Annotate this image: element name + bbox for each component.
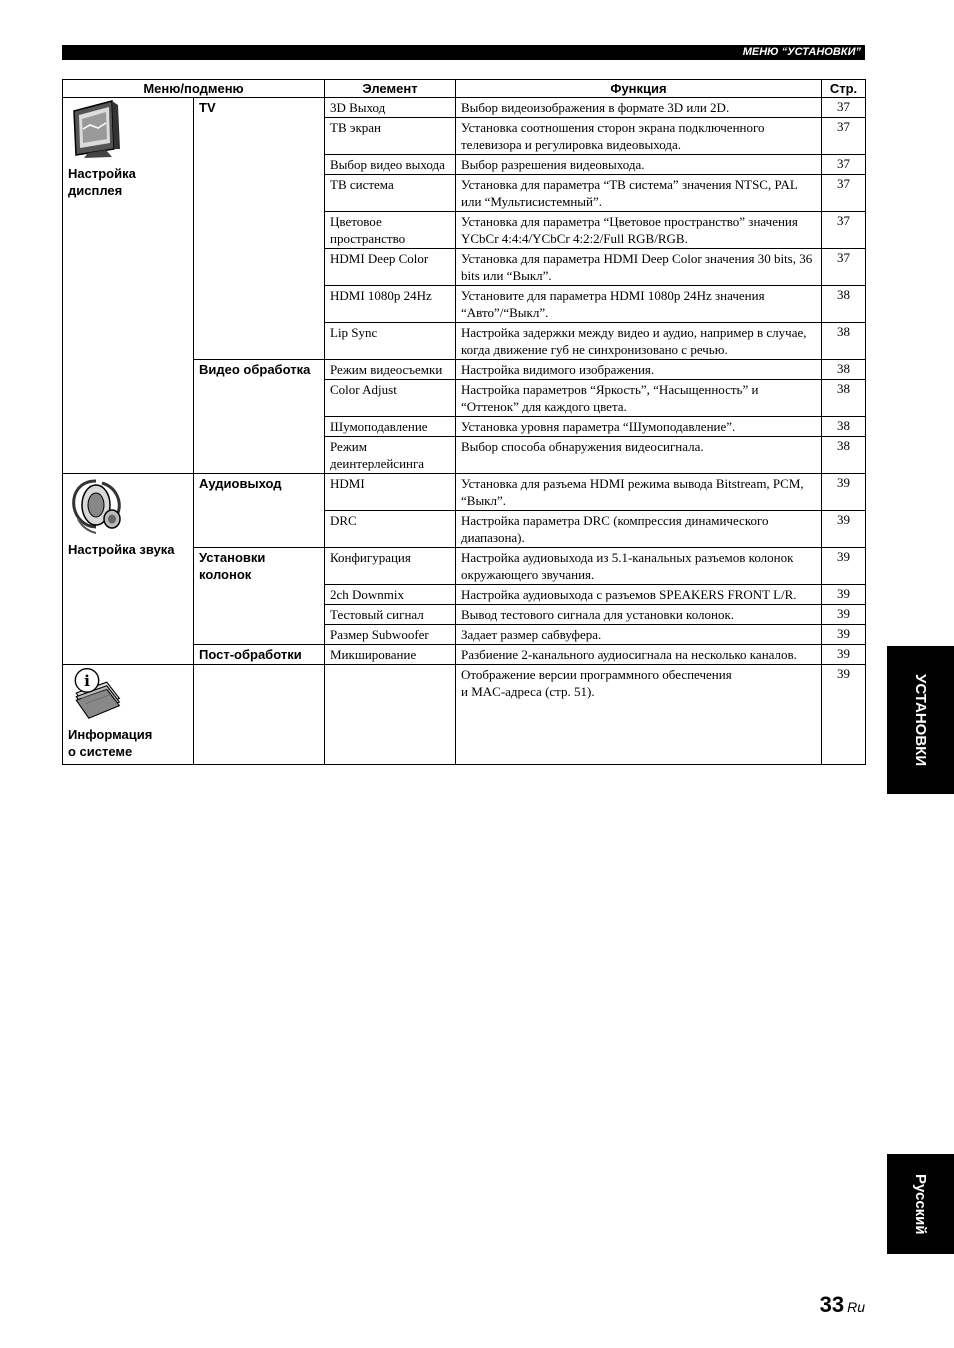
side-tab-setup: [887, 646, 954, 794]
function-cell: Выбор видеоизображения в формате 3D или 2D.: [456, 98, 822, 118]
menu-label-audio: Настройка звука: [68, 542, 175, 557]
side-tab-language-label: Русский: [912, 1173, 929, 1235]
column-header-menu: Меню/подменю: [63, 80, 325, 98]
element-cell: HDMI 1080p 24Hz: [325, 286, 456, 323]
submenu-audio-output: Аудиовыход: [194, 474, 325, 548]
function-info-line1: Отображение версии программного обеспечения: [461, 667, 732, 682]
page-cell: 39: [822, 511, 866, 548]
page-cell: 39: [822, 585, 866, 605]
page-cell: 37: [822, 175, 866, 212]
element-cell: Цветовое пространство: [325, 212, 456, 249]
function-cell: Настройка параметров “Яркость”, “Насыщенность” и “Оттенок” для каждого цвета.: [456, 380, 822, 417]
page-cell: 38: [822, 323, 866, 360]
function-cell: Установка уровня параметра “Шумоподавление”.: [456, 417, 822, 437]
page-cell: 39: [822, 548, 866, 585]
function-cell: Установка соотношения сторон экрана подключенного телевизора и регулировка видеовыхода.: [456, 118, 822, 155]
menu-display-settings: [63, 98, 194, 474]
element-cell: Режим деинтерлейсинга: [325, 437, 456, 474]
function-cell: Установите для параметра HDMI 1080p 24Hz значения “Авто”/“Выкл”.: [456, 286, 822, 323]
function-cell: Установка для разъема HDMI режима вывода Bitstream, PCM, “Выкл”.: [456, 474, 822, 511]
table-row: [63, 665, 866, 765]
function-cell: Задает размер сабвуфера.: [456, 625, 822, 645]
element-cell: Режим видеосъемки: [325, 360, 456, 380]
page-number: [820, 1292, 865, 1318]
page-cell: 37: [822, 118, 866, 155]
function-cell: Выбор способа обнаружения видеосигнала.: [456, 437, 822, 474]
element-cell: Конфигурация: [325, 548, 456, 585]
section-header-bar: [62, 45, 865, 60]
monitor-icon: [68, 99, 124, 159]
svg-text:i: i: [84, 671, 90, 690]
page-cell: 39: [822, 665, 866, 765]
function-cell: Разбиение 2-канального аудиосигнала на несколько каналов.: [456, 645, 822, 665]
element-cell: 2ch Downmix: [325, 585, 456, 605]
submenu-video-processing: Видео обработка: [194, 360, 325, 474]
section-header-title: МЕНЮ “УСТАНОВКИ”: [742, 46, 861, 58]
function-cell: Настройка параметра DRC (компрессия динамического диапазона).: [456, 511, 822, 548]
menu-system-info: [63, 665, 194, 765]
page-cell: 37: [822, 98, 866, 118]
page-cell: 38: [822, 380, 866, 417]
column-header-page: Стр.: [822, 80, 866, 98]
submenu-tv: TV: [194, 98, 325, 360]
submenu-empty: [194, 665, 325, 765]
element-cell: Color Adjust: [325, 380, 456, 417]
element-cell: Размер Subwoofer: [325, 625, 456, 645]
page-cell: 38: [822, 360, 866, 380]
element-cell: ТВ экран: [325, 118, 456, 155]
page-cell: 39: [822, 474, 866, 511]
table-row: [63, 98, 866, 118]
column-header-element: Элемент: [325, 80, 456, 98]
page-cell: 38: [822, 417, 866, 437]
element-cell: Lip Sync: [325, 323, 456, 360]
element-cell: Микширование: [325, 645, 456, 665]
menu-label-display-line2: дисплея: [68, 183, 123, 198]
page-cell: 38: [822, 286, 866, 323]
function-cell: Настройка задержки между видео и аудио, например в случае, когда движение губ не синхронизовано с речью.: [456, 323, 822, 360]
setup-menu-table: [62, 79, 866, 765]
function-cell-info: [456, 665, 822, 765]
side-tab-language: [887, 1154, 954, 1254]
function-cell: Установка для параметра “Цветовое пространство” значения YCbCr 4:4:4/YCbCr 4:2:2/Full RGB/RGB.: [456, 212, 822, 249]
info-icon: [68, 666, 124, 720]
page-cell: 37: [822, 212, 866, 249]
column-header-function: Функция: [456, 80, 822, 98]
element-cell: HDMI Deep Color: [325, 249, 456, 286]
element-empty: [325, 665, 456, 765]
element-cell: Тестовый сигнал: [325, 605, 456, 625]
function-cell: Настройка видимого изображения.: [456, 360, 822, 380]
side-tab-setup-label: УСТАНОВКИ: [912, 673, 929, 767]
function-cell: Установка для параметра HDMI Deep Color значения 30 bits, 36 bits или “Выкл”.: [456, 249, 822, 286]
function-cell: Выбор разрешения видеовыхода.: [456, 155, 822, 175]
menu-audio-settings: [63, 474, 194, 665]
function-cell: Установка для параметра “ТВ система” значения NTSC, PAL или “Мультисистемный”.: [456, 175, 822, 212]
element-cell: Шумоподавление: [325, 417, 456, 437]
element-cell: Выбор видео выхода: [325, 155, 456, 175]
page-language-code: Ru: [847, 1299, 865, 1315]
menu-label-info-line2: о системе: [68, 744, 133, 759]
function-info-line2: и MAC-адреса (стр. 51).: [461, 684, 595, 699]
page-cell: 39: [822, 625, 866, 645]
page-cell: 37: [822, 155, 866, 175]
page-cell: 38: [822, 437, 866, 474]
function-cell: Настройка аудиовыхода из 5.1-канальных разъемов колонок окружающего звучания.: [456, 548, 822, 585]
submenu-speaker-line1: Установки: [199, 550, 266, 565]
menu-label-info-line1: Информация: [68, 727, 153, 742]
page-cell: 39: [822, 645, 866, 665]
page-cell: 39: [822, 605, 866, 625]
element-cell: DRC: [325, 511, 456, 548]
submenu-speaker-settings: [194, 548, 325, 645]
table-row: [63, 474, 866, 511]
speaker-icon: [68, 475, 124, 535]
page-number-value: 33: [819, 1292, 845, 1317]
function-cell: Вывод тестового сигнала для установки колонок.: [456, 605, 822, 625]
menu-label-display-line1: Настройка: [68, 166, 136, 181]
submenu-post-processing: Пост-обработки: [194, 645, 325, 665]
function-cell: Настройка аудиовыхода с разъемов SPEAKERS FRONT L/R.: [456, 585, 822, 605]
element-cell: HDMI: [325, 474, 456, 511]
page-cell: 37: [822, 249, 866, 286]
element-cell: ТВ система: [325, 175, 456, 212]
element-cell: 3D Выход: [325, 98, 456, 118]
submenu-speaker-line2: колонок: [199, 567, 252, 582]
table-header-row: [63, 80, 866, 98]
